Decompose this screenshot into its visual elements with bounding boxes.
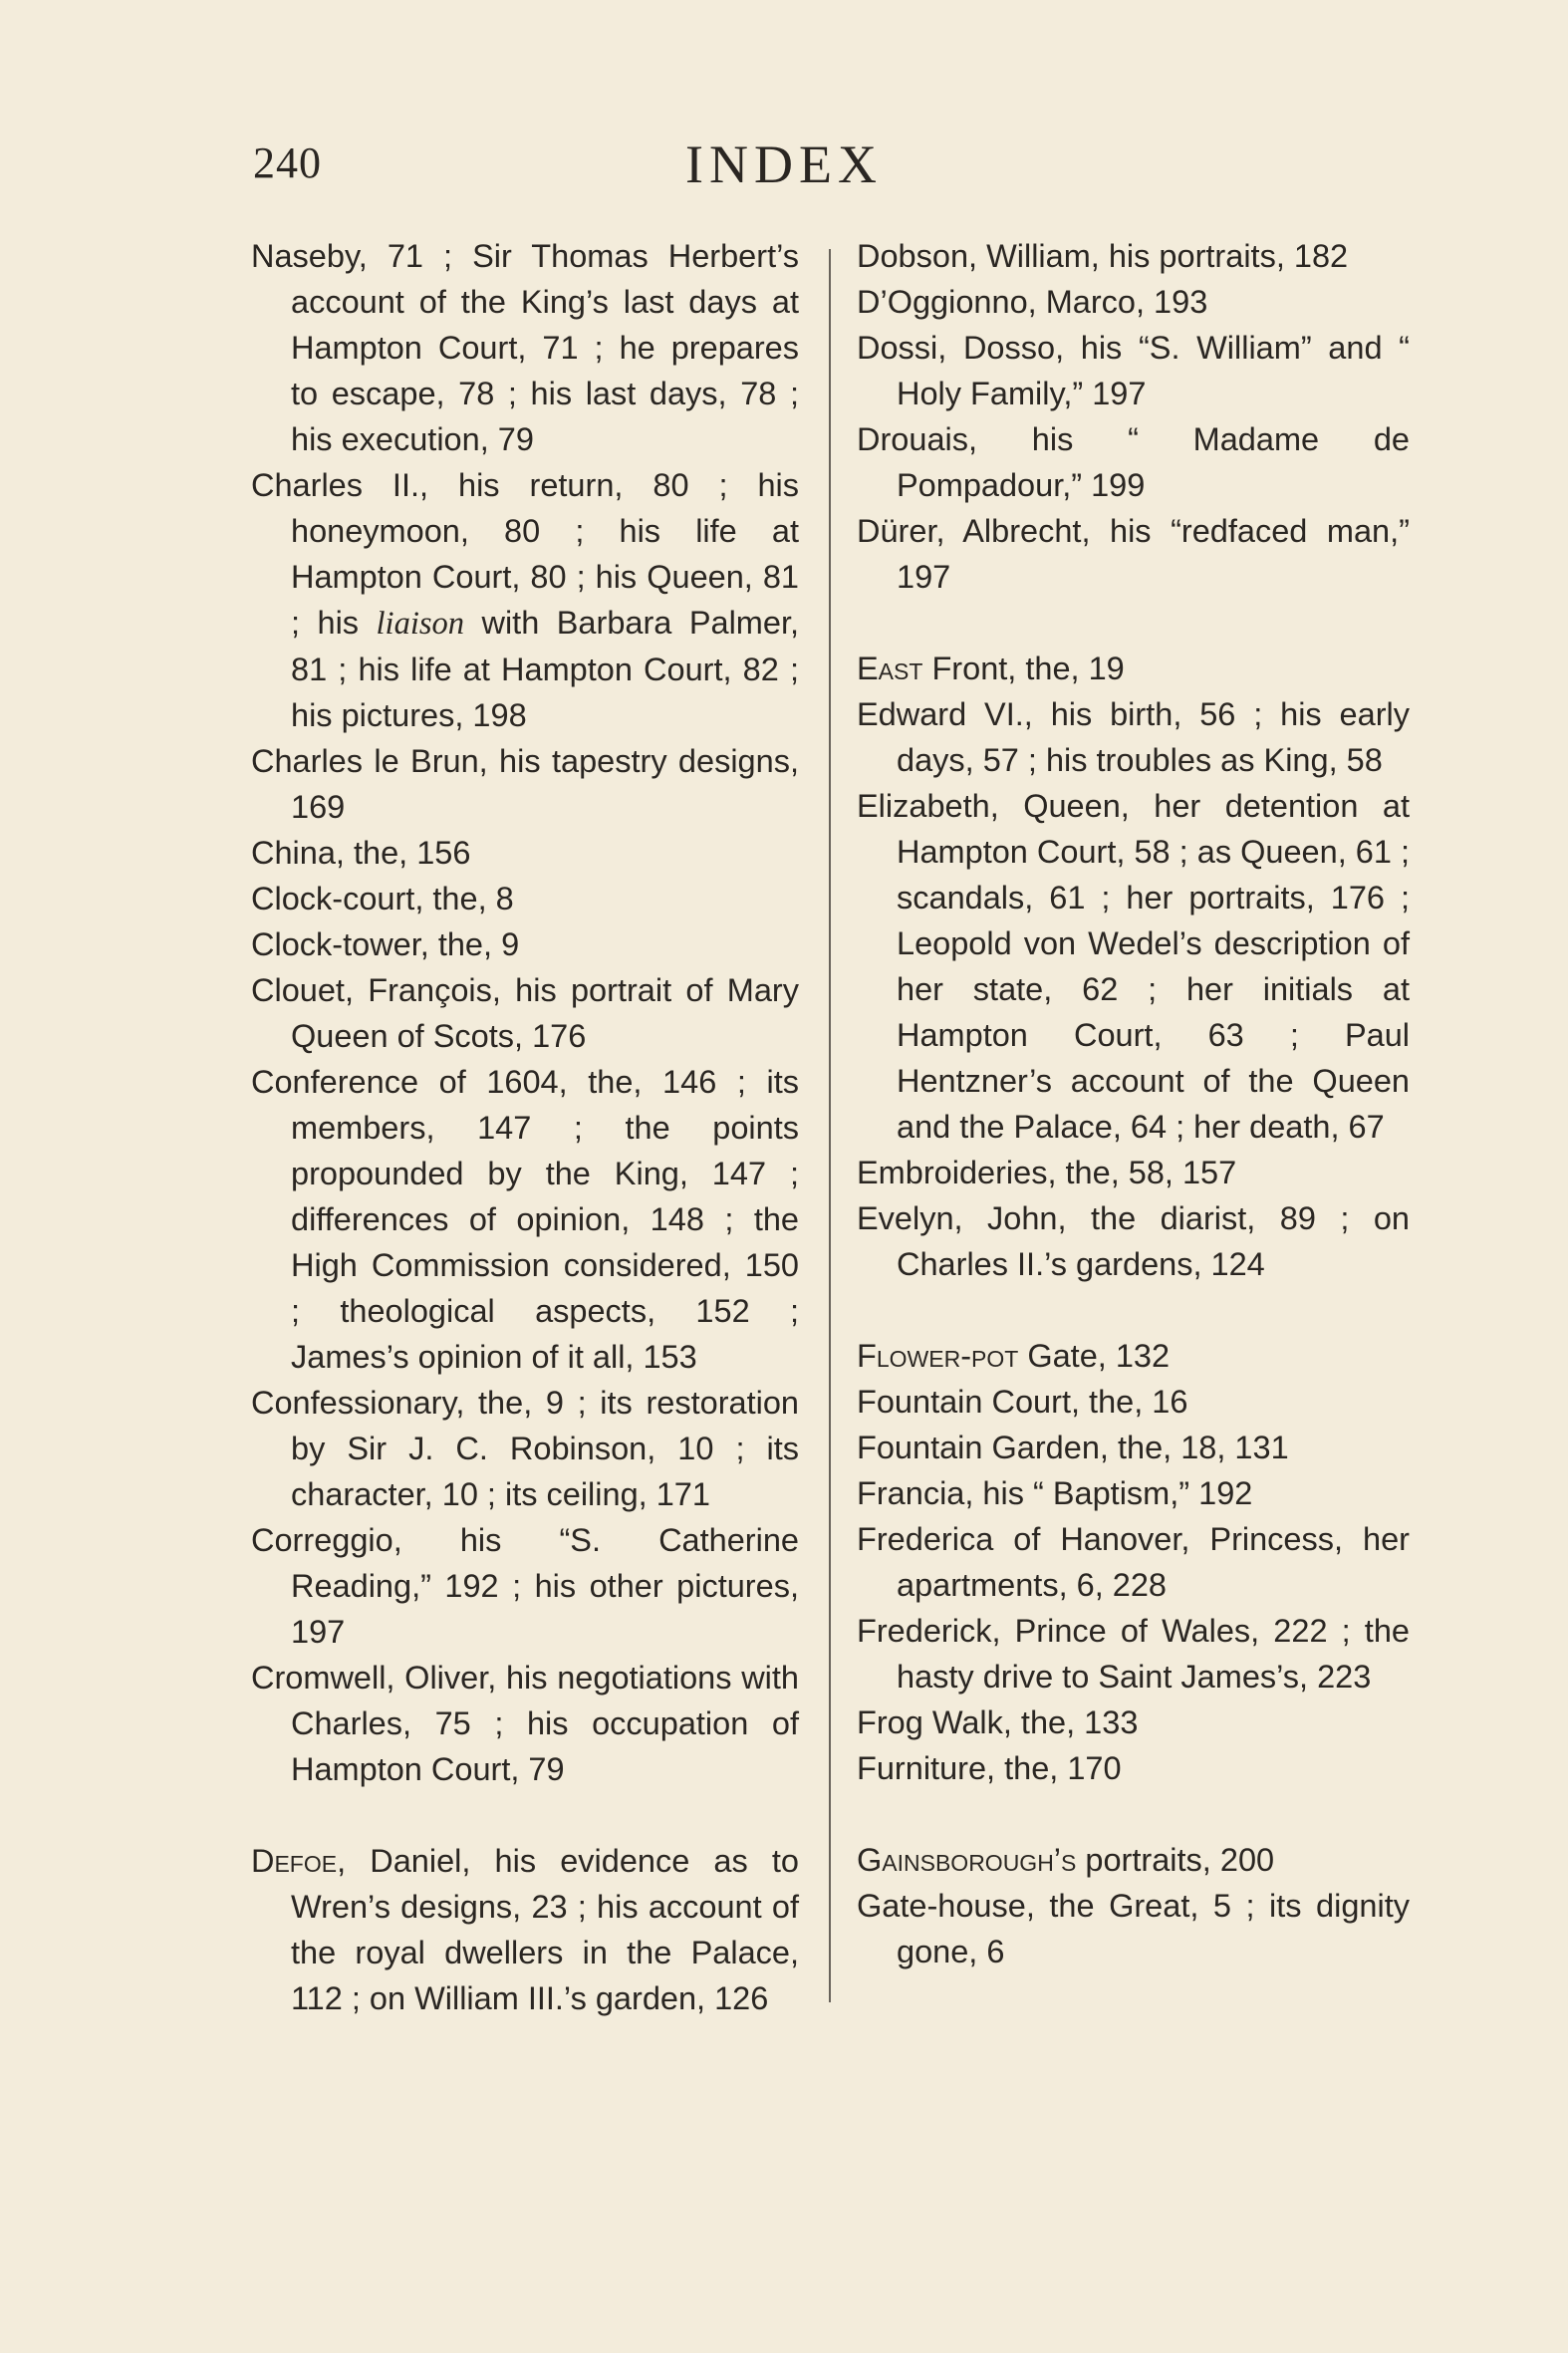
section-initial-word: Defoe — [251, 1843, 338, 1879]
index-entry: Conference of 1604, the, 146 ; its members, 147 ; the points propounded by the King, 147 ; differences of opinion, 148 ; the High Commission considered, 150 ; theological aspects, 152 ; James’s opinion of it all, 153 — [251, 1064, 799, 1375]
index-entry: Evelyn, John, the diarist, 89 ; on Charles II.’s gardens, 124 — [857, 1200, 1410, 1282]
index-entry: Frederick, Prince of Wales, 222 ; the hasty drive to Saint James’s, 223 — [857, 1613, 1410, 1695]
index-entry: Furniture, the, 170 — [857, 1750, 1122, 1786]
page-number: 240 — [253, 138, 322, 187]
index-entry: Dobson, William, his portraits, 182 — [857, 238, 1349, 274]
index-entry: Cromwell, Oliver, his negotiations with Charles, 75 ; his occupation of Hampton Court, 79 — [251, 1660, 799, 1787]
index-entry: Fountain Court, the, 16 — [857, 1384, 1188, 1420]
section-gap — [857, 600, 1410, 646]
index-entry — [251, 462, 799, 738]
index-entry: D’Oggionno, Marco, 193 — [857, 284, 1208, 320]
index-column-right — [857, 233, 1410, 1974]
section-initial-word: Flower-pot — [857, 1338, 1019, 1374]
index-entry: Naseby, 71 ; Sir Thomas Herbert’s account of the King’s last days at Hampton Court, 71 ; he prepares to escape, 78 ; his last days, 78 ; his execution, 79 — [251, 238, 799, 457]
index-column-left — [251, 233, 799, 2021]
index-entry: Gate-house, the Great, 5 ; its dignity gone, 6 — [857, 1888, 1410, 1969]
running-head: INDEX — [685, 134, 883, 194]
index-entry: Elizabeth, Queen, her detention at Hampton Court, 58 ; as Queen, 61 ; scandals, 61 ; her portraits, 176 ; Leopold von Wedel’s description of her state, 62 ; her initials at Hampton Court, 63 ; Paul Hentzner’s account of the Queen and the Palace, 64 ; her death, 67 — [857, 788, 1410, 1145]
entry-text: with Barbara Palmer, 81 ; his life at Hampton Court, 82 ; his pictures, 198 — [291, 605, 800, 733]
index-entry: Francia, his “ Baptism,” 192 — [857, 1475, 1253, 1511]
column-divider — [829, 249, 831, 2002]
index-entry — [857, 646, 1410, 691]
index-entry: Embroideries, the, 58, 157 — [857, 1155, 1237, 1190]
section-initial-word: East — [857, 651, 923, 686]
section-gap — [251, 1792, 799, 1838]
italic-term: liaison — [376, 606, 465, 642]
entry-text: Charles II., his return, 80 ; his honeymoon, 80 ; his life at Hampton Court, 80 ; his Queen, 81 ; his — [251, 467, 799, 641]
index-entry: Frog Walk, the, 133 — [857, 1704, 1139, 1740]
index-entry — [857, 1333, 1410, 1379]
index-entry: Drouais, his “ Madame de Pompadour,” 199 — [857, 421, 1410, 503]
section-initial-word: Gainsborough’s — [857, 1842, 1077, 1878]
index-entry: Confessionary, the, 9 ; its restoration by Sir J. C. Robinson, 10 ; its character, 10 ; its ceiling, 171 — [251, 1385, 799, 1512]
index-entry: Correggio, his “S. Catherine Reading,” 192 ; his other pictures, 197 — [251, 1522, 799, 1650]
index-entry: Clock-court, the, 8 — [251, 881, 514, 916]
section-gap — [857, 1287, 1410, 1333]
index-entry: Frederica of Hanover, Princess, her apartments, 6, 228 — [857, 1521, 1410, 1603]
index-entry: Dürer, Albrecht, his “redfaced man,” 197 — [857, 513, 1410, 595]
index-entry — [857, 1837, 1410, 1883]
index-entry: Dossi, Dosso, his “S. William” and “ Holy Family,” 197 — [857, 330, 1410, 411]
entry-text: portraits, 200 — [1076, 1842, 1275, 1878]
entry-text: Gate, 132 — [1018, 1338, 1171, 1374]
index-entry: China, the, 156 — [251, 835, 471, 871]
index-entry: Charles le Brun, his tapestry designs, 169 — [251, 743, 799, 825]
index-entry: Fountain Garden, the, 18, 131 — [857, 1430, 1289, 1465]
index-entry: Clock-tower, the, 9 — [251, 926, 520, 962]
index-entry: Clouet, François, his portrait of Mary Queen of Scots, 176 — [251, 972, 799, 1054]
index-entry: Edward VI., his birth, 56 ; his early days, 57 ; his troubles as King, 58 — [857, 696, 1410, 778]
entry-text: Front, the, 19 — [922, 651, 1125, 686]
index-entry — [251, 1838, 799, 2021]
entry-text: , Daniel, his evidence as to Wren’s designs, 23 ; his account of the royal dwellers in the Palace, 112 ; on William III.’s garden, 126 — [291, 1843, 799, 2016]
section-gap — [857, 1791, 1410, 1837]
